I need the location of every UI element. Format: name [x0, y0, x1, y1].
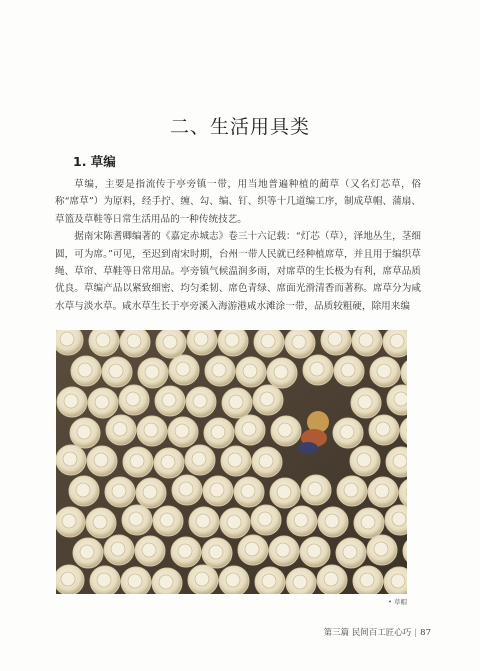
straw-hat [186, 387, 216, 417]
straw-hat [221, 446, 251, 476]
page-number: 87 [420, 628, 431, 638]
straw-hat [350, 446, 380, 476]
straw-hat [122, 505, 152, 535]
straw-hat [317, 565, 347, 594]
straw-hat [252, 447, 282, 477]
straw-hat [155, 386, 185, 416]
straw-hat [73, 538, 103, 568]
straw-hat [269, 536, 299, 566]
straw-hat [56, 507, 85, 537]
straw-hat [367, 535, 397, 565]
straw-hat [90, 566, 120, 594]
straw-hat [270, 478, 300, 508]
straw-hat [105, 477, 135, 507]
straw-hat [253, 385, 283, 415]
straw-hats-photo [56, 330, 407, 594]
straw-hat [369, 415, 399, 445]
straw-hat [56, 445, 86, 475]
straw-hat [303, 355, 333, 385]
straw-hat [172, 475, 202, 505]
straw-hat [123, 447, 153, 477]
straw-hat [202, 538, 232, 568]
straw-hat [352, 330, 382, 356]
straw-hat [334, 356, 364, 386]
straw-hat [218, 330, 248, 356]
straw-hat [120, 330, 150, 357]
straw-hat [189, 507, 219, 537]
straw-hat [203, 476, 233, 506]
paragraph-1: 草编，主要是指流传于亭旁镇一带，用当地普遍种植的蔺草（又名灯芯草，俗称“席草”）为原料，经手拧、缠、勾、编、钉、织等十几道编工序，制成草帽、蒲扇、草篮及草鞋等日常生活用品的一种传统技艺。 [55, 179, 421, 225]
straw-hat [156, 330, 186, 358]
straw-hat [70, 418, 100, 448]
straw-hat [354, 508, 384, 538]
straw-hat [71, 356, 101, 386]
straw-hat [301, 475, 331, 505]
straw-hat [370, 357, 400, 387]
straw-hat [204, 418, 234, 448]
straw-hat [337, 476, 367, 506]
straw-hat [135, 536, 165, 566]
straw-hat [87, 446, 117, 476]
straw-hat [235, 415, 265, 445]
straw-hat [234, 477, 264, 507]
chapter-title: 二、生活用具类 [169, 116, 310, 138]
straw-hat [106, 415, 136, 445]
straw-hat [238, 535, 268, 565]
straw-hat [251, 505, 281, 535]
straw-hat [205, 356, 235, 386]
straw-hat [255, 567, 285, 594]
straw-hat [271, 416, 301, 446]
straw-hat [287, 506, 317, 536]
photo-caption: • 草帽 [388, 598, 407, 606]
straw-hat [119, 385, 149, 415]
straw-hat [153, 506, 183, 536]
straw-hat [104, 535, 134, 565]
straw-hat [57, 387, 87, 417]
straw-hat [267, 358, 297, 388]
straw-hat [219, 566, 249, 594]
body-text [55, 176, 421, 315]
straw-hat [254, 330, 284, 357]
section-heading: 1. 草编 [73, 154, 116, 169]
straw-hat [368, 477, 398, 507]
straw-hat [286, 568, 316, 594]
straw-hat [89, 330, 119, 356]
straw-hats-illustration [56, 330, 407, 594]
straw-hat [220, 508, 250, 538]
straw-hat [336, 538, 366, 568]
straw-hat [351, 388, 381, 418]
straw-hat [152, 568, 182, 594]
worker-legs [298, 442, 318, 454]
straw-hat [353, 566, 383, 594]
straw-hat [86, 508, 116, 538]
straw-hat [136, 478, 166, 508]
straw-hat [318, 507, 348, 537]
footer-section: 第三篇 民间百工匠心巧 [323, 628, 412, 638]
straw-hat [236, 357, 266, 387]
straw-hat [154, 448, 184, 478]
straw-hat [321, 330, 351, 355]
straw-hat [69, 476, 99, 506]
paragraph-2: 据南宋陈耆卿编著的《嘉定赤城志》卷三十六记载：“灯芯（草），泽地丛生，茎细圆，可为席。”可见，至迟到南宋时期，台州一带人民就已经种植席草，并且用于编织草绳、草帘、草鞋等日常用品。亭旁镇气候温润多雨，对席草的生长极为有利，席草品质优良。草编产品以紧致细密、均匀柔韧、席色青绿、席面光滑清香而著称。席草分为咸水草与淡水草。咸水草生长于亭旁溪入海游港咸水滩涂一带，品质较粗硬，除用来编 [55, 231, 421, 312]
straw-hat [88, 388, 118, 418]
straw-hat [56, 565, 84, 594]
straw-hat [169, 355, 199, 385]
straw-hat [285, 330, 315, 358]
straw-hat [102, 357, 132, 387]
page-footer: 第三篇 民间百工匠心巧 | 87 [323, 628, 431, 638]
straw-hat [138, 358, 168, 388]
straw-hat [137, 416, 167, 446]
straw-hat [300, 537, 330, 567]
straw-hat [333, 418, 363, 448]
straw-hat [171, 537, 201, 567]
straw-hat [185, 445, 215, 475]
straw-hat [222, 388, 252, 418]
straw-hat [121, 567, 151, 594]
straw-hat [188, 565, 218, 594]
straw-hat [168, 417, 198, 447]
straw-hat [187, 330, 217, 355]
